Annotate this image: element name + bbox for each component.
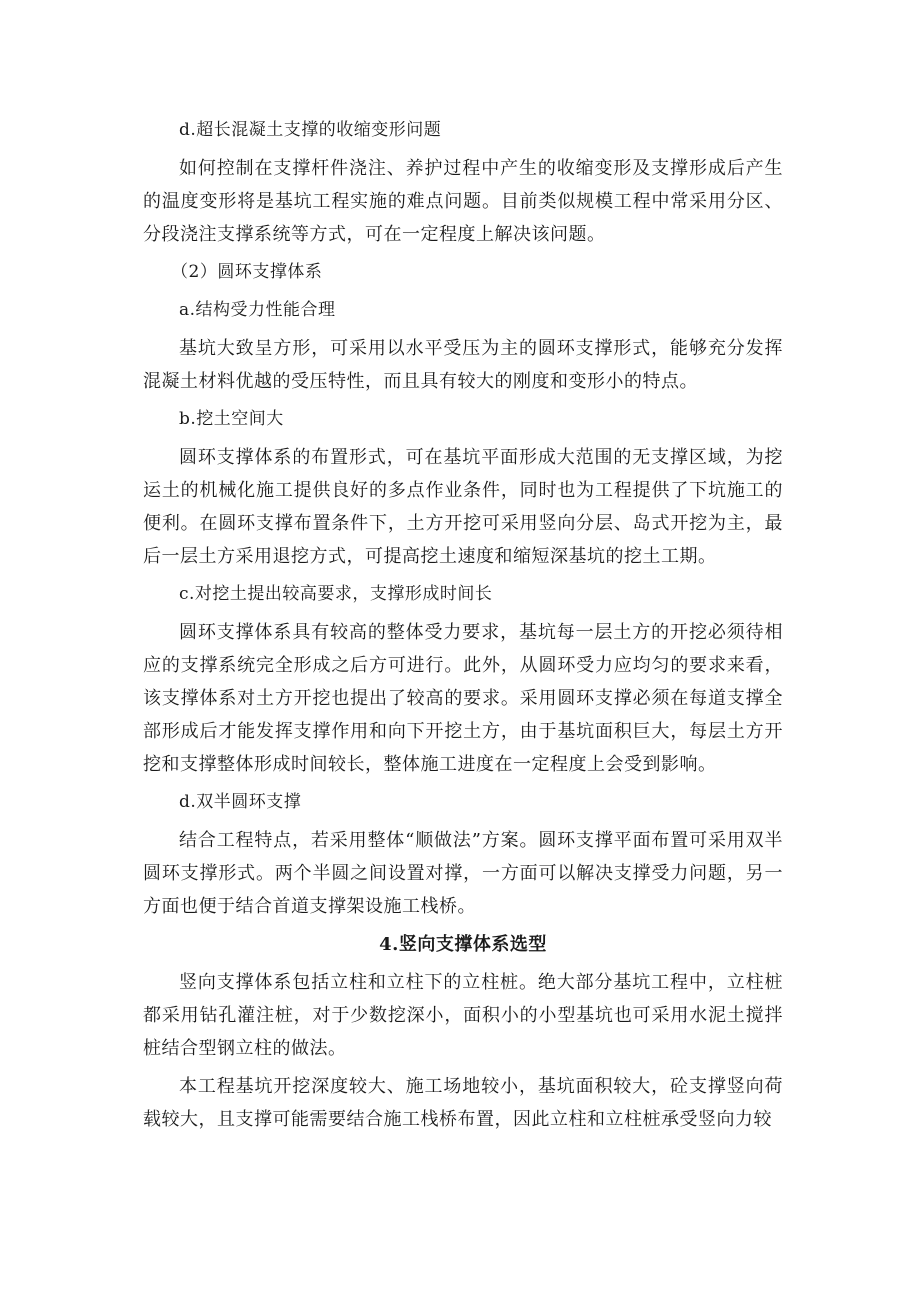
paragraph-project-conditions: 本工程基坑开挖深度较大、施工场地较小，基坑面积较大，砼支撑竖向荷载较大，且支撑可能需要结合施工栈桥布置，因此立柱和立柱桩承受竖向力较: [143, 1076, 783, 1130]
paragraph-shrinkage: 如何控制在支撑杆件浇注、养护过程中产生的收缩变形及支撑形成后产生的温度变形将是基坑工程实施的难点问题。目前类似规模工程中常采用分区、分段浇注支撑系统等方式，可在一定程度上解决该问题。: [143, 158, 783, 245]
paragraph-requirements: 圆环支撑体系具有较高的整体受力要求，基坑每一层土方的开挖必须待相应的支撑系统完全形成之后方可进行。此外，从圆环受力应均匀的要求来看，该支撑体系对土方开挖也提出了较高的要求。采用圆环支撑必须在每道支撑全部形成后才能发挥支撑作用和向下开挖土方，由于基坑面积巨大，每层土方开挖和支撑整体形成时间较长，整体施工进度在一定程度上会受到影响。: [143, 622, 783, 775]
paragraph-double-ring: 结合工程特点，若采用整体“顺做法”方案。圆环支撑平面布置可采用双半圆环支撑形式。两个半圆之间设置对撑，一方面可以解决支撑受力问题，另一方面也便于结合首道支撑架设施工栈桥。: [143, 830, 783, 917]
paragraph-vertical-support: 竖向支撑体系包括立柱和立柱下的立柱桩。绝大部分基坑工程中，立柱桩都采用钻孔灌注桩，对于少数挖深小，面积小的小型基坑也可采用水泥土搅拌桩结合型钢立柱的做法。: [143, 972, 783, 1059]
subheading-double-ring: d.双半圆环支撑: [179, 792, 302, 812]
section-title-vertical-support: 4.竖向支撑体系选型: [379, 934, 547, 955]
subheading-requirements: c.对挖土提出较高要求，支撑形成时间长: [179, 584, 493, 604]
subheading-structure: a.结构受力性能合理: [179, 300, 336, 320]
subheading-shrinkage: d.超长混凝土支撑的收缩变形问题: [179, 120, 442, 140]
document-body: [143, 114, 783, 1136]
paragraph-structure: 基坑大致呈方形，可采用以水平受压为主的圆环支撑形式，能够充分发挥混凝土材料优越的受压特性，而且具有较大的刚度和变形小的特点。: [143, 338, 783, 392]
subheading-space: b.挖土空间大: [179, 409, 284, 429]
paragraph-space: 圆环支撑体系的布置形式，可在基坑平面形成大范围的无支撑区域，为挖运土的机械化施工提供良好的多点作业条件，同时也为工程提供了下坑施工的便利。在圆环支撑布置条件下，土方开挖可采用竖向分层、岛式开挖为主，最后一层土方采用退挖方式，可提高挖土速度和缩短深基坑的挖土工期。: [143, 447, 783, 567]
numbered-heading-ring-support: （2）圆环支撑体系: [171, 262, 323, 282]
